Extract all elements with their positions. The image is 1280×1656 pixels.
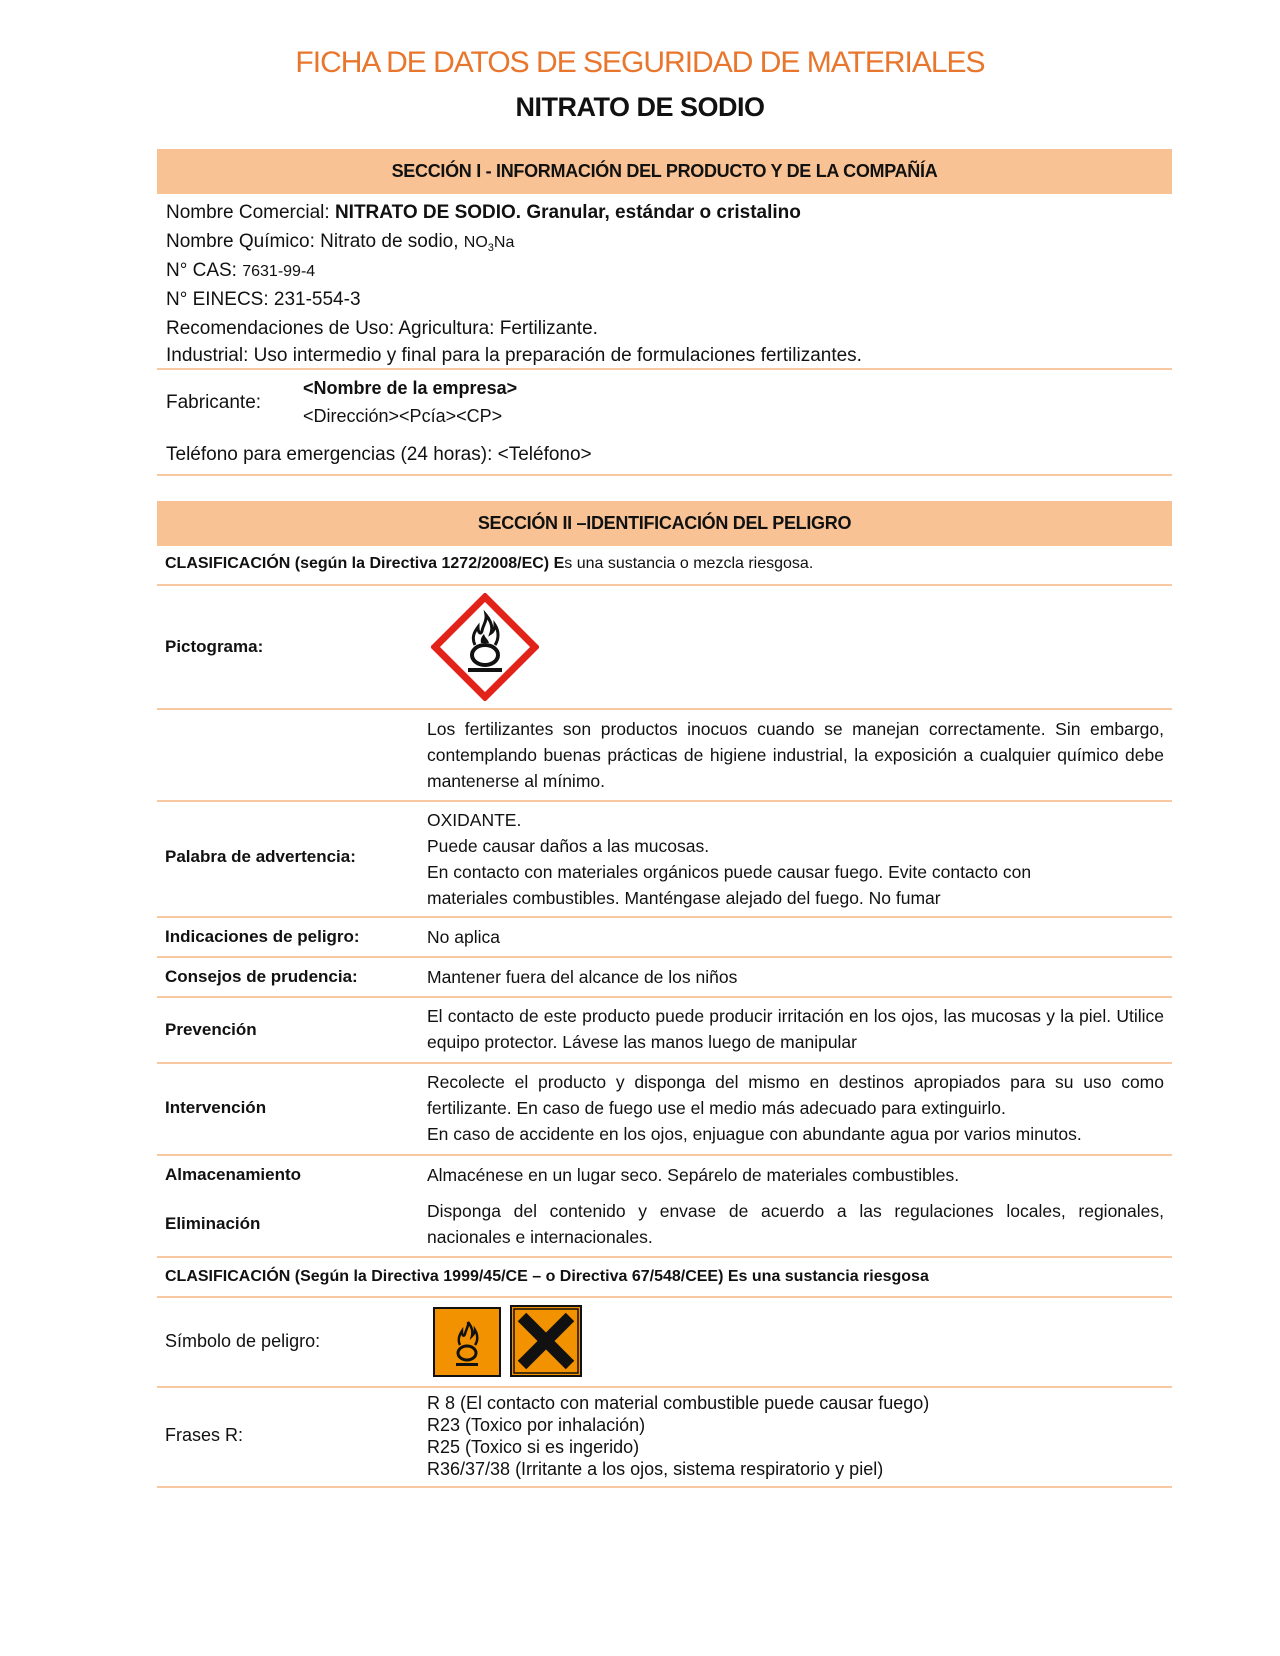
oxidizer-ghs-icon	[431, 593, 539, 701]
hazard-label: Indicaciones de peligro:	[165, 927, 360, 946]
cas-value: 7631-99-4	[242, 263, 316, 280]
classification-2	[157, 1268, 929, 1286]
section-2-heading: SECCIÓN II –IDENTIFICACIÓN DEL PELIGRO	[157, 501, 1172, 546]
disposal-label: Eliminación	[165, 1214, 261, 1233]
intervention-text-2: En caso de accidente en los ojos, enjuague con abundante agua por varios minutos.	[427, 1124, 1082, 1144]
disposal-row	[157, 1194, 1172, 1258]
classification-1-rest: s una sustancia o mezcla riesgosa.	[564, 555, 814, 572]
classification-2-text: CLASIFICACIÓN (Según la Directiva 1999/45/CE – o Directiva 67/548/CEE) Es una sustancia riesgosa	[165, 1268, 929, 1285]
manufacturer-name: <Nombre de la empresa>	[303, 378, 518, 398]
warning-line: OXIDANTE.	[427, 810, 522, 830]
disposal-value: Disponga del contenido y envase de acuerdo a las regulaciones locales, regionales, nacionales e internacionales.	[427, 1201, 1164, 1247]
intro-row	[157, 710, 1172, 802]
warning-line: En contacto con materiales orgánicos puede causar fuego. Evite contacto con	[427, 862, 1032, 882]
storage-row	[157, 1156, 1172, 1194]
storage-label: Almacenamiento	[165, 1165, 302, 1184]
intervention-label: Intervención	[165, 1098, 267, 1117]
rphrases-list	[427, 1392, 929, 1480]
cas-line	[157, 256, 1172, 285]
rphrases-label: Frases R:	[165, 1425, 244, 1445]
prevention-row	[157, 998, 1172, 1064]
symbol-row	[157, 1298, 1172, 1388]
manufacturer-address: <Dirección><Pcía><CP>	[303, 406, 503, 426]
advice-row	[157, 958, 1172, 998]
section-1	[157, 149, 1172, 476]
cas-label: N° CAS:	[166, 260, 243, 281]
intervention-value	[427, 1069, 1164, 1147]
intervention-text-1: Recolecte el producto y disponga del mismo en destinos apropiados para su uso como fertilizante. En caso de fuego use el medio más adecuado para extinguirlo.	[427, 1072, 1164, 1118]
chemical-name-label: Nombre Químico: Nitrato de sodio,	[166, 231, 464, 252]
storage-value: Almacénese en un lugar seco. Sepárelo de materiales combustibles.	[427, 1165, 960, 1185]
classification-2-row	[157, 1258, 1172, 1298]
advice-value: Mantener fuera del alcance de los niños	[427, 967, 738, 987]
manufacturer-label: Fabricante:	[166, 392, 262, 413]
advice-label: Consejos de prudencia:	[165, 967, 358, 986]
commercial-name-label: Nombre Comercial:	[166, 202, 335, 223]
prevention-value: El contacto de este producto puede producir irritación en los ojos, las mucosas y la piel. Utilice equipo protector. Lávese las manos luego de manipular	[427, 1006, 1164, 1052]
rphrase-item: R36/37/38 (Irritante a los ojos, sistema respiratorio y piel)	[427, 1459, 884, 1479]
classification-1	[157, 555, 813, 573]
classification-1-row	[157, 546, 1172, 586]
chemical-name-line	[157, 227, 1172, 256]
pictogram-label: Pictograma:	[165, 637, 264, 656]
harmful-cross-symbol-icon	[510, 1305, 582, 1377]
emergency-phone: Teléfono para emergencias (24 horas): <Teléfono>	[166, 444, 592, 465]
hazard-row	[157, 918, 1172, 958]
pictogram-row	[157, 586, 1172, 710]
formula-part-a: NO	[463, 234, 488, 251]
formula-part-b: Na	[493, 234, 515, 251]
section-1-heading: SECCIÓN I - INFORMACIÓN DEL PRODUCTO Y DE LA COMPAÑÍA	[157, 149, 1172, 194]
warning-line: Puede causar daños a las mucosas.	[427, 836, 710, 856]
oxidizer-symbol-icon	[433, 1307, 501, 1377]
warning-line: materiales combustibles. Manténgase alejado del fuego. No fumar	[427, 888, 941, 908]
commercial-name-value: NITRATO DE SODIO. Granular, estándar o cristalino	[334, 202, 801, 223]
industrial-line: Industrial: Uso intermedio y final para la preparación de formulaciones fertilizantes.	[166, 345, 862, 366]
einecs-line: N° EINECS: 231-554-3	[166, 289, 361, 310]
warning-row	[157, 802, 1172, 918]
rphrase-item: R23 (Toxico por inhalación)	[427, 1415, 646, 1435]
rphrase-item: R 8 (El contacto con material combustible puede causar fuego)	[427, 1393, 930, 1413]
intervention-row	[157, 1064, 1172, 1156]
prevention-label: Prevención	[165, 1020, 257, 1039]
manufacturer-block	[157, 370, 1172, 440]
chemical-formula	[463, 234, 515, 255]
commercial-name-line	[157, 198, 1172, 227]
intro-text: Los fertilizantes son productos inocuos cuando se manejan correctamente. Sin embargo, contemplando buenas prácticas de higiene industrial, la exposición a cualquier químico debe mantenerse al mínimo.	[427, 719, 1164, 791]
warning-label: Palabra de advertencia:	[165, 847, 356, 866]
rphrases-row	[157, 1388, 1172, 1488]
divider	[157, 474, 1172, 476]
rphrase-item: R25 (Toxico si es ingerido)	[427, 1437, 640, 1457]
classification-1-bold: CLASIFICACIÓN (según la Directiva 1272/2008/EC) E	[165, 555, 565, 572]
section-2	[157, 501, 1172, 1488]
document-title: FICHA DE DATOS DE SEGURIDAD DE MATERIALES	[295, 46, 985, 79]
hazard-value: No aplica	[427, 927, 500, 947]
warning-text	[427, 807, 1164, 911]
formula-subscript: 3	[487, 242, 494, 255]
document-subtitle: NITRATO DE SODIO	[515, 92, 765, 122]
uses-line: Recomendaciones de Uso: Agricultura: Fertilizante.	[166, 318, 598, 339]
symbol-label: Símbolo de peligro:	[165, 1331, 321, 1351]
